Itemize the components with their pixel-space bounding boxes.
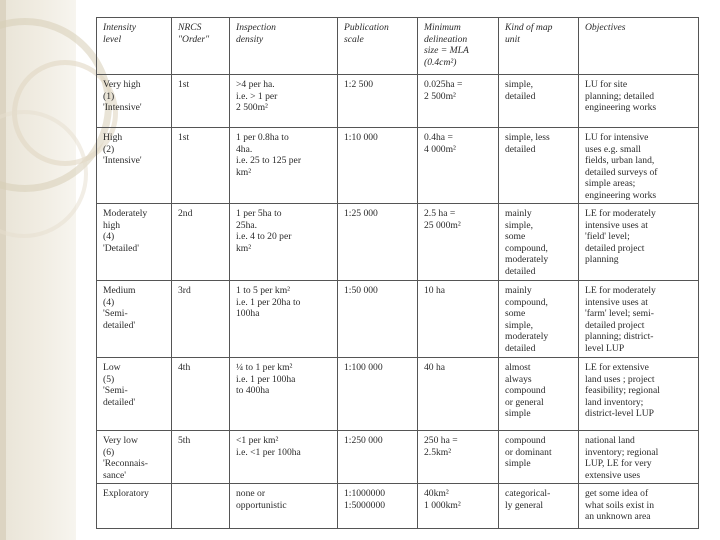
cell-unit: almost always compound or general simple (499, 358, 579, 431)
cell-density: 1 to 5 per km² i.e. 1 per 20ha to 100ha (230, 281, 338, 358)
cell-scale: 1:1000000 1:5000000 (338, 484, 418, 529)
cell-unit: categorical- ly general (499, 484, 579, 529)
table-row (97, 358, 699, 431)
cell-intensity: Moderately high (4) 'Detailed' (97, 204, 172, 281)
cell-mla: 10 ha (418, 281, 499, 358)
cell-density: none or opportunistic (230, 484, 338, 529)
table-row (97, 484, 699, 529)
cell-mla: 250 ha = 2.5km² (418, 431, 499, 484)
table-row (97, 281, 699, 358)
cell-objectives: LU for intensive uses e.g. small fields, urban land, detailed surveys of simple areas; engineering works (579, 128, 699, 204)
cell-order: 5th (172, 431, 230, 484)
cell-mla: 2.5 ha = 25 000m² (418, 204, 499, 281)
cell-objectives: LE for moderately intensive uses at 'farm' level; semi- detailed project planning; district- level LUP (579, 281, 699, 358)
cell-order: 3rd (172, 281, 230, 358)
cell-objectives: get some idea of what soils exist in an unknown area (579, 484, 699, 529)
cell-intensity: Very high (1) 'Intensive' (97, 75, 172, 128)
cell-objectives: national land inventory; regional LUP, LE for very extensive uses (579, 431, 699, 484)
cell-mla: 0.4ha = 4 000m² (418, 128, 499, 204)
cell-mla: 0.025ha = 2 500m² (418, 75, 499, 128)
header-minimum-delineation: Minimum delineation size = MLA (0.4cm²) (418, 18, 499, 75)
cell-scale: 1:25 000 (338, 204, 418, 281)
cell-density: ¼ to 1 per km² i.e. 1 per 100ha to 400ha (230, 358, 338, 431)
cell-unit: simple, less detailed (499, 128, 579, 204)
table-row (97, 204, 699, 281)
cell-density: 1 per 0.8ha to 4ha. i.e. 25 to 125 per km² (230, 128, 338, 204)
cell-scale: 1:50 000 (338, 281, 418, 358)
cell-unit: simple, detailed (499, 75, 579, 128)
cell-intensity: Low (5) 'Semi- detailed' (97, 358, 172, 431)
table-row (97, 75, 699, 128)
cell-order: 1st (172, 75, 230, 128)
cell-order (172, 484, 230, 529)
cell-scale: 1:250 000 (338, 431, 418, 484)
cell-mla: 40km² 1 000km² (418, 484, 499, 529)
cell-scale: 1:100 000 (338, 358, 418, 431)
cell-intensity: Medium (4) 'Semi- detailed' (97, 281, 172, 358)
table-row (97, 431, 699, 484)
cell-density: 1 per 5ha to 25ha. i.e. 4 to 20 per km² (230, 204, 338, 281)
cell-scale: 1:10 000 (338, 128, 418, 204)
cell-mla: 40 ha (418, 358, 499, 431)
header-publication-scale: Publication scale (338, 18, 418, 75)
cell-unit: mainly simple, some compound, moderately detailed (499, 204, 579, 281)
decorative-side-band (0, 0, 76, 540)
cell-density: <1 per km² i.e. <1 per 100ha (230, 431, 338, 484)
header-nrcs-order: NRCS "Order" (172, 18, 230, 75)
table-row (97, 128, 699, 204)
cell-unit: mainly compound, some simple, moderately detailed (499, 281, 579, 358)
cell-order: 2nd (172, 204, 230, 281)
cell-intensity: Exploratory (97, 484, 172, 529)
header-objectives: Objectives (579, 18, 699, 75)
cell-order: 4th (172, 358, 230, 431)
header-inspection-density: Inspection density (230, 18, 338, 75)
cell-objectives: LE for extensive land uses ; project feasibility; regional land inventory; district-level LUP (579, 358, 699, 431)
header-intensity-level: Intensity level (97, 18, 172, 75)
cell-density: >4 per ha. i.e. > 1 per 2 500m² (230, 75, 338, 128)
cell-objectives: LE for moderately intensive uses at 'field' level; detailed project planning (579, 204, 699, 281)
cell-intensity: Very low (6) 'Reconnais- sance' (97, 431, 172, 484)
soil-survey-intensity-table (96, 17, 699, 529)
table-header-row (97, 18, 699, 75)
header-map-unit-kind: Kind of map unit (499, 18, 579, 75)
cell-order: 1st (172, 128, 230, 204)
cell-scale: 1:2 500 (338, 75, 418, 128)
cell-unit: compound or dominant simple (499, 431, 579, 484)
cell-intensity: High (2) 'Intensive' (97, 128, 172, 204)
cell-objectives: LU for site planning; detailed engineering works (579, 75, 699, 128)
